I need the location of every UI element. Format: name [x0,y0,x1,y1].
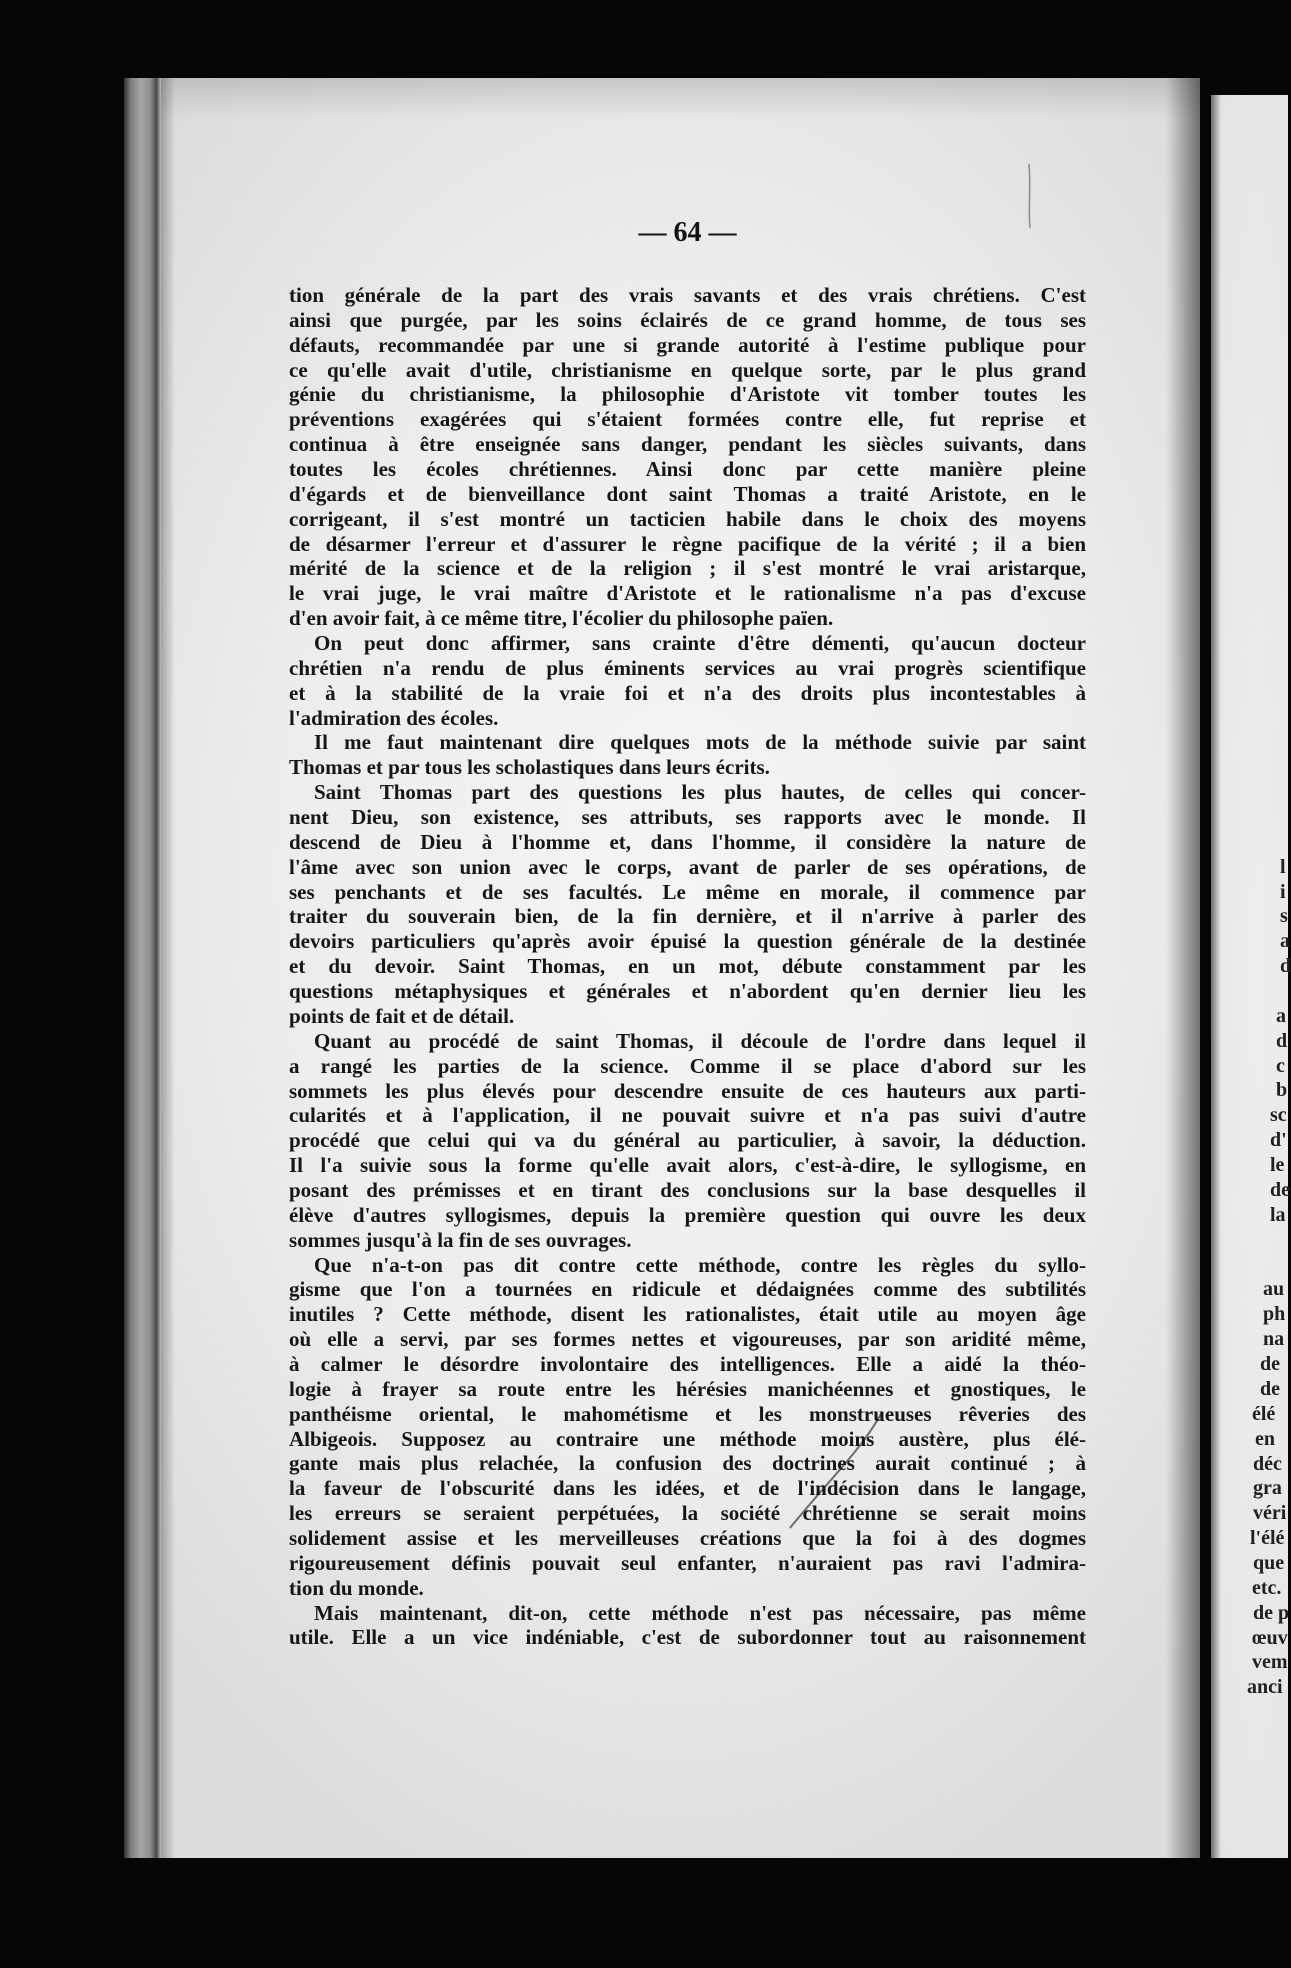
body-line: ses penchants et de ses facultés. Le même en morale, il commence par [289,879,1086,904]
adjacent-page-fragment: a [1280,930,1290,953]
adjacent-page-fragment: le [1270,1154,1285,1176]
book-page [161,78,1200,1858]
body-line: utile. Elle a un vice indéniable, c'est de subordonner tout au raisonnement [289,1625,1086,1650]
adjacent-page-fragment: œuv [1252,1626,1288,1649]
body-line: ainsi que purgée, par les soins éclairés de ce grand homme, de tous ses [289,307,1086,332]
body-line: Saint Thomas part des questions les plus hautes, de celles qui concer- [314,780,1086,805]
body-line: devoirs particuliers qu'après avoir épuisé la question générale de la destinée [289,929,1086,954]
adjacent-page-fragment: s [1280,905,1288,928]
adjacent-page-fragment: que [1253,1552,1285,1574]
adjacent-page-fragment: de [1260,1377,1280,1400]
body-line: On peut donc affirmer, sans crainte d'être démenti, qu'aucun docteur [314,631,1086,656]
body-line: mérité de la science et de la religion ; il s'est montré le vrai aristarque, [289,556,1086,581]
body-line: sommets les plus élevés pour descendre ensuite de ces hauteurs aux parti- [289,1078,1086,1103]
body-line: Il me faut maintenant dire quelques mots de la méthode suivie par saint [314,730,1086,755]
adjacent-page-fragment: de [1260,1353,1280,1375]
adjacent-page-fragment: au [1263,1278,1285,1301]
body-line: d'en avoir fait, à ce même titre, l'écolier du philosophe païen. [289,606,834,631]
adjacent-page-fragment: de p [1253,1601,1290,1624]
left-page-edge [124,78,161,1858]
body-line: a rangé les parties de la science. Comme il se place d'abord sur les [289,1053,1086,1078]
body-line: sommes jusqu'à la fin de ses ouvrages. [289,1227,632,1252]
body-line: inutiles ? Cette méthode, disent les rationalistes, était utile au moyen âge [289,1302,1086,1327]
body-line: corrigeant, il s'est montré un tacticien habile dans le choix des moyens [289,506,1086,531]
body-line: la faveur de l'obscurité dans les idées, et de l'indécision dans le langage, [289,1476,1086,1501]
adjacent-page-fragment: la [1270,1203,1286,1226]
body-line: ce qu'elle avait d'utile, christianisme en quelque sorte, par le plus grand [289,357,1086,382]
body-line: et du devoir. Saint Thomas, en un mot, débute constamment par les [289,954,1086,979]
adjacent-page-fragment: vem [1252,1651,1288,1674]
page-body-text [289,283,1086,1650]
body-line: le vrai juge, le vrai maître d'Aristote et le rationalisme n'a pas d'excuse [289,581,1086,606]
body-line: tion du monde. [289,1575,424,1600]
body-line: panthéisme oriental, le mahométisme et les monstrueuses rêveries des [289,1401,1086,1426]
adjacent-page-fragment: c [1276,1054,1285,1077]
adjacent-page-fragment: élé [1252,1402,1276,1425]
body-line: procédé que celui qui va du général au particulier, à savoir, la déduction. [289,1128,1086,1153]
body-line: tion générale de la part des vrais savants et des vrais chrétiens. C'est [289,283,1086,307]
body-line: questions métaphysiques et générales et n'abordent qu'en dernier lieu les [289,979,1086,1004]
body-line: Que n'a-t-on pas dit contre cette méthode, contre les règles du syllo- [314,1252,1086,1277]
adjacent-page-fragment: déc [1253,1452,1282,1475]
body-line: l'admiration des écoles. [289,705,499,730]
body-line: logie à frayer sa route entre les hérésies manichéennes et gnostiques, le [289,1376,1086,1401]
body-line: Mais maintenant, dit-on, cette méthode n'est pas nécessaire, pas même [314,1600,1086,1625]
adjacent-page-fragment: b [1276,1079,1288,1102]
body-line: rigoureusement définis pouvait seul enfanter, n'auraient pas ravi l'admira- [289,1550,1086,1575]
body-line: Quant au procédé de saint Thomas, il découle de l'ordre dans lequel il [314,1028,1086,1053]
body-line: chrétien n'a rendu de plus éminents services au vrai progrès scientifique [289,655,1086,680]
body-line: d'égards et de bienveillance dont saint Thomas a traité Aristote, en le [289,481,1086,506]
body-line: posant des prémisses et en tirant des conclusions sur la base desquelles il [289,1177,1086,1202]
adjacent-page-fragment: l [1280,855,1286,878]
body-line: gisme que l'on a tournées en ridicule et dédaignées comme des subtilités [289,1277,1086,1302]
adjacent-page-fragment: d' [1270,1129,1287,1152]
body-line: l'âme avec son union avec le corps, avant de parler de ses opérations, de [289,854,1086,879]
body-line: solidement assise et les merveilleuses créations que la foi à des dogmes [289,1525,1086,1550]
adjacent-page-fragment: gra [1253,1477,1282,1500]
adjacent-page-fragment: na [1263,1328,1285,1351]
body-line: élève d'autres syllogismes, depuis la première question qui ouvre les deux [289,1202,1086,1227]
adjacent-page-fragment: sc [1270,1104,1287,1127]
body-line: toutes les écoles chrétiennes. Ainsi donc par cette manière pleine [289,457,1086,482]
body-line: Il l'a suivie sous la forme qu'elle avait alors, c'est-à-dire, le syllogisme, en [289,1153,1086,1178]
body-line: les erreurs se seraient perpétuées, la société chrétienne se serait moins [289,1501,1086,1526]
adjacent-page-fragment: véri [1253,1502,1287,1525]
adjacent-page-fragment: i [1280,880,1286,903]
body-line: Albigeois. Supposez au contraire une méthode moins austère, plus élé- [289,1426,1086,1451]
adjacent-page-fragment: d [1276,1029,1288,1052]
body-line: descend de Dieu à l'homme et, dans l'homme, il considère la nature de [289,829,1086,854]
page-number: — 64 — [638,217,737,248]
body-line: de désarmer l'erreur et d'assurer le règne pacifique de la vérité ; il a bien [289,531,1086,556]
body-line: à calmer le désordre involontaire des intelligences. Elle a aidé la théo- [289,1351,1086,1376]
adjacent-page [1211,95,1291,1858]
body-line: Thomas et par tous les scholastiques dans leurs écrits. [289,755,770,780]
adjacent-page-fragment: anci [1247,1676,1283,1699]
adjacent-page-fragment: ph [1263,1303,1286,1326]
body-line: gante mais plus relachée, la confusion des doctrines aurait continué ; à [289,1451,1086,1476]
adjacent-page-fragment: de [1270,1178,1290,1201]
body-line: et à la stabilité de la vraie foi et n'a des droits plus incontestables à [289,680,1086,705]
body-line: défauts, recommandée par une si grande autorité à l'estime publique pour [289,332,1086,357]
adjacent-page-fragment: d [1280,955,1291,978]
body-line: préventions exagérées qui s'étaient formées contre elle, fut reprise et [289,407,1086,432]
adjacent-page-fragment: etc. [1252,1576,1282,1599]
body-line: points de fait et de détail. [289,1003,515,1028]
adjacent-page-fragment: l'élé [1250,1527,1285,1550]
body-line: traiter du souverain bien, de la fin dernière, et il n'arrive à parler des [289,904,1086,929]
body-line: où elle a servi, par ses formes nettes et vigoureuses, par son aridité même, [289,1327,1086,1352]
adjacent-page-fragment: en [1255,1427,1275,1450]
body-line: continua à être enseignée sans danger, pendant les siècles suivants, dans [289,432,1086,457]
adjacent-page-fragment: a [1276,1004,1286,1027]
body-line: génie du christianisme, la philosophie d'Aristote vit tomber toutes les [289,382,1086,407]
body-line: cularités et à l'application, il ne pouvait suivre et n'a pas suivi d'autre [289,1103,1086,1128]
body-line: nent Dieu, son existence, ses attributs, ses rapports avec le monde. Il [289,805,1086,830]
